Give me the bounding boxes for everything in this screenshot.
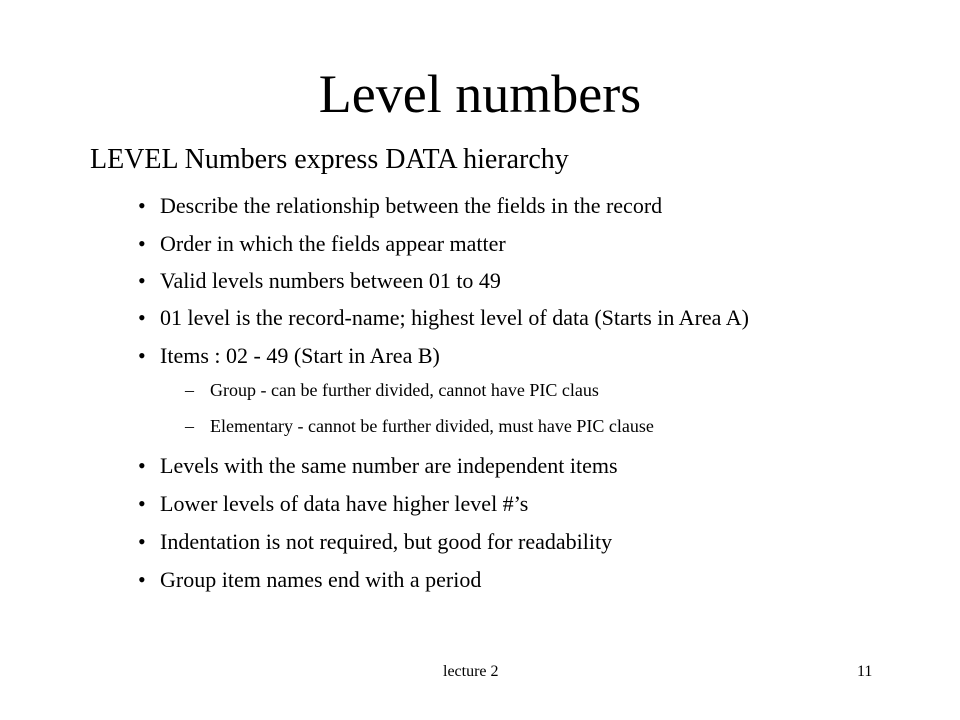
bullet-icon: • <box>138 268 146 293</box>
sub-bullet-text: Elementary - cannot be further divided, must have PIC clause <box>210 416 654 436</box>
bullet-icon: • <box>138 193 146 218</box>
sub-bullet-item <box>185 414 654 438</box>
bullet-text: Items : 02 - 49 (Start in Area B) <box>160 343 440 368</box>
bullet-icon: • <box>138 453 146 478</box>
bullet-text: Group item names end with a period <box>160 567 482 592</box>
bullet-item <box>138 267 501 295</box>
bullet-text: Order in which the fields appear matter <box>160 231 506 256</box>
bullet-icon: • <box>138 231 146 256</box>
bullet-icon: • <box>138 305 146 330</box>
bullet-item <box>138 452 618 480</box>
bullet-item <box>138 192 663 220</box>
bullet-text: 01 level is the record-name; highest level of data (Starts in Area A) <box>160 305 749 330</box>
footer-label: lecture 2 <box>443 663 499 680</box>
sub-bullet-text: Group - can be further divided, cannot have PIC claus <box>210 380 599 400</box>
bullet-text: Valid levels numbers between 01 to 49 <box>160 268 501 293</box>
slide-title: Level numbers <box>318 64 642 124</box>
dash-icon: – <box>185 416 194 436</box>
bullet-text: Levels with the same number are independent items <box>160 453 618 478</box>
bullet-item <box>138 566 482 594</box>
bullet-item <box>138 528 613 556</box>
bullet-item <box>138 490 529 518</box>
dash-icon: – <box>185 380 194 400</box>
slide-subtitle: LEVEL Numbers express DATA hierarchy <box>90 144 569 175</box>
bullet-text: Lower levels of data have higher level #’s <box>160 491 529 516</box>
bullet-icon: • <box>138 491 146 516</box>
bullet-icon: • <box>138 343 146 368</box>
bullet-text: Indentation is not required, but good for readability <box>160 529 613 554</box>
sub-bullet-item <box>185 378 599 402</box>
page-number: 11 <box>857 663 873 680</box>
bullet-text: Describe the relationship between the fields in the record <box>160 193 663 218</box>
bullet-item <box>138 304 749 332</box>
bullet-icon: • <box>138 567 146 592</box>
bullet-item <box>138 230 506 258</box>
bullet-item <box>138 342 440 370</box>
bullet-icon: • <box>138 529 146 554</box>
